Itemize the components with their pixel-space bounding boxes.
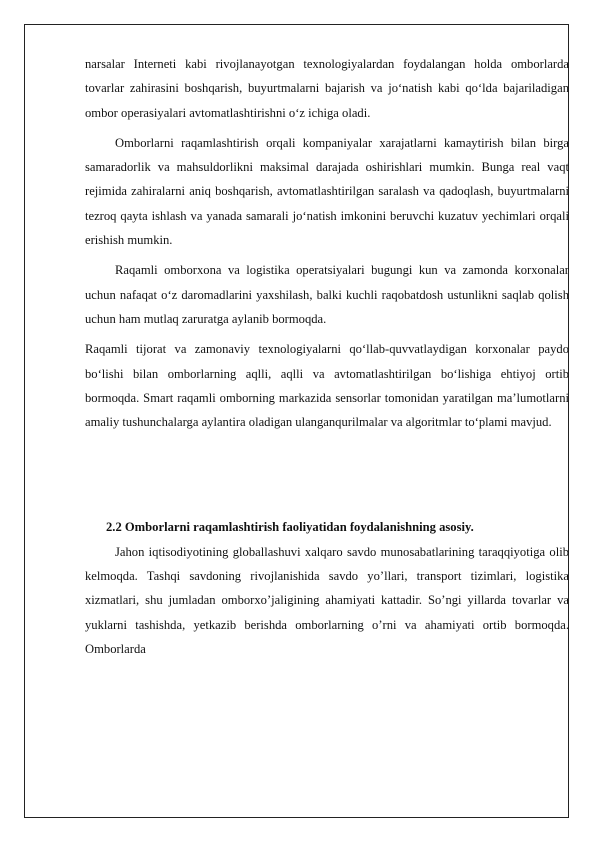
section-heading: 2.2 Omborlarni raqamlashtirish faoliyatidan foydalanishning asosiy. [106, 520, 474, 535]
document-body [85, 52, 569, 661]
paragraph-continuation: narsalar Interneti kabi rivojlanayotgan texnologiyalardan foydalangan holda omborlarda tovarlar zahirasini boshqarish, buyurtmalarni bajarish va jo‘natish kabi qo‘lda bajariladigan ombor operasiyalari avtomatlashtirishni o‘z ichiga oladi. [85, 57, 569, 120]
paragraph-smart-warehouse: Raqamli tijorat va zamonaviy texnologiyalarni qo‘llab-quvvatlaydigan korxonalar paydo bo‘lishi bilan omborlarning aqlli, aqlli va avtomatlashtirilgan bo‘lishiga ehtiyoj ortib bormoqda. Smart raqamli omborning markazida sensorlar tomonidan yaratilgan ma’lumotlarni amaliy tushunchalarga aylantira oladigan ulanganqurilmalar va algoritmlar to‘plami mavjud. [85, 342, 569, 430]
paragraph-globalization: Jahon iqtisodiyotining globallashuvi xalqaro savdo munosabatlarining taraqqiyotiga olib kelmoqda. Tashqi savdoning rivojlanishida savdo yo’llari, transport tizimlari, logistika xizmatlari, shu jumladan omborxo’jaligining ahamiyati kattadir. So’ngi yillarda tovarlar va yuklarni tashishda, yetkazib berishda omborlarning o’rni va ahamiyati ortib bormoqda. Omborlarda [85, 544, 569, 656]
paragraph-digitization-benefits: Omborlarni raqamlashtirish orqali kompaniyalar xarajatlarni kamaytirish bilan birga samaradorlik va mahsuldorlikni maksimal darajada oshirishlari mumkin. Bunga real vaqt rejimida zahiralarni aniq boshqarish, avtomatlashtirilgan saralash va qadoqlash, buyurtmalarni tezroq qayta ishlash va yanada samarali jo‘natish imkonini beruvchi kuzatuv yechimlari orqali erishish mumkin. [85, 135, 569, 248]
paragraph-digital-warehouse-logistics: Raqamli omborxona va logistika operatsiyalari bugungi kun va zamonda korxonalar uchun nafaqat o‘z daromadlarini yaxshilash, balki kuchli raqobatdosh ustunlikni saqlab qolish uchun ham mutlaq zaruratga aylanib bormoqda. [85, 263, 569, 326]
blank-space [85, 434, 569, 515]
